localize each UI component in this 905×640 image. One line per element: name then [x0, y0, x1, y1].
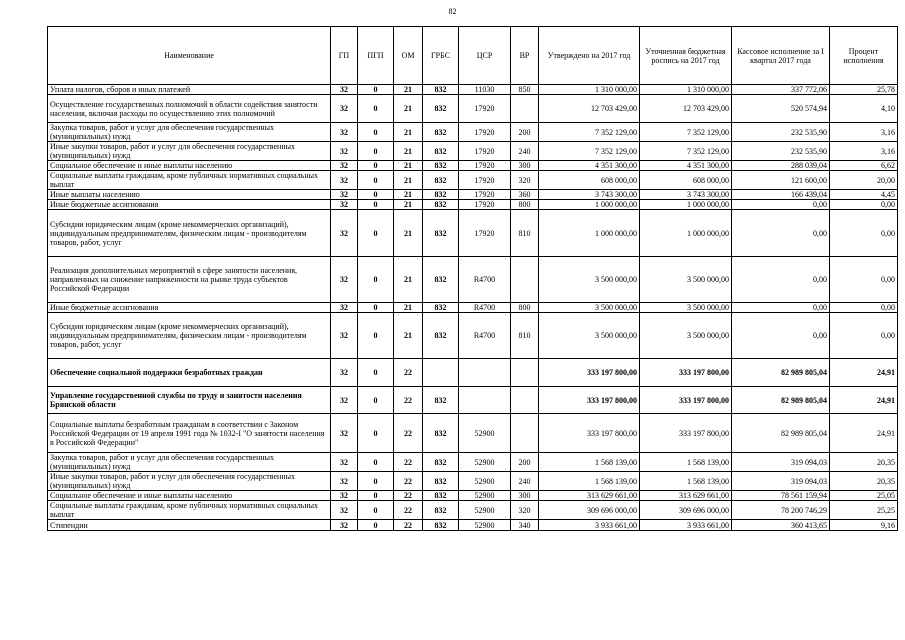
cell-approved: 3 933 661,00 — [539, 520, 640, 531]
cell-name: Обеспечение социальной поддержки безработных граждан — [48, 359, 331, 387]
cell-refined: 3 743 300,00 — [640, 190, 732, 200]
header-row — [48, 27, 898, 85]
cell-gp: 32 — [331, 161, 358, 171]
cell-vr — [511, 387, 539, 414]
cell-gp: 32 — [331, 501, 358, 520]
table-row — [48, 85, 898, 95]
cell-csr: 17920 — [459, 190, 511, 200]
cell-grbs: 832 — [423, 210, 459, 257]
cell-csr: 17920 — [459, 171, 511, 190]
cell-name: Закупка товаров, работ и услуг для обеспечения государственных (муниципальных) нужд — [48, 453, 331, 472]
cell-pgp: 0 — [358, 520, 394, 531]
cell-refined: 7 352 129,00 — [640, 142, 732, 161]
header-vr: ВР — [511, 27, 539, 85]
cell-vr: 810 — [511, 210, 539, 257]
cell-om: 21 — [394, 313, 423, 359]
cell-pgp: 0 — [358, 95, 394, 123]
cell-cash: 520 574,94 — [732, 95, 830, 123]
cell-om: 21 — [394, 85, 423, 95]
cell-grbs: 832 — [423, 95, 459, 123]
header-gp: ГП — [331, 27, 358, 85]
cell-cash: 166 439,04 — [732, 190, 830, 200]
cell-approved: 12 703 429,00 — [539, 95, 640, 123]
cell-pgp: 0 — [358, 142, 394, 161]
cell-pgp: 0 — [358, 387, 394, 414]
cell-name: Реализация дополнительных мероприятий в сфере занятости населения, направленных на снижение напряженности на рынке труда субъектов Российской Федерации — [48, 257, 331, 303]
cell-refined: 333 197 800,00 — [640, 359, 732, 387]
cell-cash: 0,00 — [732, 210, 830, 257]
cell-om: 22 — [394, 472, 423, 491]
cell-approved: 608 000,00 — [539, 171, 640, 190]
header-cash: Кассовое исполнение за I квартал 2017 года — [732, 27, 830, 85]
cell-pgp: 0 — [358, 123, 394, 142]
cell-percent: 6,62 — [830, 161, 898, 171]
cell-vr: 320 — [511, 171, 539, 190]
cell-pgp: 0 — [358, 210, 394, 257]
cell-gp: 32 — [331, 85, 358, 95]
cell-percent: 0,00 — [830, 313, 898, 359]
cell-cash: 337 772,06 — [732, 85, 830, 95]
header-grbs: ГРБС — [423, 27, 459, 85]
cell-name: Иные выплаты населению — [48, 190, 331, 200]
cell-percent: 0,00 — [830, 210, 898, 257]
cell-csr: 17920 — [459, 123, 511, 142]
cell-approved: 3 500 000,00 — [539, 303, 640, 313]
cell-om: 21 — [394, 200, 423, 210]
cell-gp: 32 — [331, 414, 358, 453]
cell-refined: 1 310 000,00 — [640, 85, 732, 95]
cell-gp: 32 — [331, 123, 358, 142]
cell-name: Уплата налогов, сборов и иных платежей — [48, 85, 331, 95]
cell-pgp: 0 — [358, 85, 394, 95]
table-row — [48, 387, 898, 414]
cell-name: Социальные выплаты безработным гражданам в соответствии с Законом Российской Федерации от 19 апреля 1991 года № 1032-I "О занятости населения в Российской Федерации" — [48, 414, 331, 453]
cell-name: Управление государственной службы по труду и занятости населения Брянской области — [48, 387, 331, 414]
table-row — [48, 472, 898, 491]
cell-gp: 32 — [331, 210, 358, 257]
cell-pgp: 0 — [358, 491, 394, 501]
cell-vr: 200 — [511, 453, 539, 472]
cell-percent: 24,91 — [830, 387, 898, 414]
table-row — [48, 257, 898, 303]
cell-vr: 240 — [511, 142, 539, 161]
cell-percent: 20,35 — [830, 453, 898, 472]
cell-percent: 25,25 — [830, 501, 898, 520]
cell-refined: 3 500 000,00 — [640, 257, 732, 303]
cell-gp: 32 — [331, 171, 358, 190]
cell-om: 21 — [394, 210, 423, 257]
cell-gp: 32 — [331, 190, 358, 200]
cell-name: Иные закупки товаров, работ и услуг для обеспечения государственных (муниципальных) нужд — [48, 472, 331, 491]
header-name: Наименование — [48, 27, 331, 85]
cell-pgp: 0 — [358, 200, 394, 210]
cell-csr — [459, 359, 511, 387]
cell-gp: 32 — [331, 359, 358, 387]
cell-om: 22 — [394, 501, 423, 520]
cell-csr: R4700 — [459, 313, 511, 359]
header-om: ОМ — [394, 27, 423, 85]
cell-om: 22 — [394, 414, 423, 453]
cell-refined: 4 351 300,00 — [640, 161, 732, 171]
table-row — [48, 501, 898, 520]
cell-gp: 32 — [331, 257, 358, 303]
cell-cash: 0,00 — [732, 200, 830, 210]
cell-cash: 78 561 159,94 — [732, 491, 830, 501]
cell-percent: 4,45 — [830, 190, 898, 200]
header-csr: ЦСР — [459, 27, 511, 85]
cell-gp: 32 — [331, 313, 358, 359]
cell-pgp: 0 — [358, 161, 394, 171]
header-approved: Утверждено на 2017 год — [539, 27, 640, 85]
cell-pgp: 0 — [358, 313, 394, 359]
cell-grbs: 832 — [423, 491, 459, 501]
table-row — [48, 142, 898, 161]
cell-cash: 78 200 746,29 — [732, 501, 830, 520]
table-row — [48, 123, 898, 142]
cell-pgp: 0 — [358, 453, 394, 472]
cell-approved: 333 197 800,00 — [539, 359, 640, 387]
cell-grbs: 832 — [423, 161, 459, 171]
cell-om: 21 — [394, 142, 423, 161]
cell-om: 22 — [394, 359, 423, 387]
cell-pgp: 0 — [358, 472, 394, 491]
cell-percent: 0,00 — [830, 200, 898, 210]
cell-refined: 3 500 000,00 — [640, 313, 732, 359]
cell-csr: 52900 — [459, 491, 511, 501]
cell-gp: 32 — [331, 95, 358, 123]
cell-vr: 200 — [511, 123, 539, 142]
cell-csr: 52900 — [459, 414, 511, 453]
header-percent: Процент исполнения — [830, 27, 898, 85]
cell-refined: 333 197 800,00 — [640, 414, 732, 453]
cell-grbs: 832 — [423, 472, 459, 491]
cell-cash: 288 039,04 — [732, 161, 830, 171]
cell-refined: 1 000 000,00 — [640, 200, 732, 210]
cell-approved: 313 629 661,00 — [539, 491, 640, 501]
cell-percent: 25,78 — [830, 85, 898, 95]
cell-approved: 4 351 300,00 — [539, 161, 640, 171]
cell-cash: 232 535,90 — [732, 123, 830, 142]
cell-refined: 3 933 661,00 — [640, 520, 732, 531]
header-pgp: ПГП — [358, 27, 394, 85]
cell-grbs: 832 — [423, 190, 459, 200]
cell-om: 22 — [394, 491, 423, 501]
cell-refined: 313 629 661,00 — [640, 491, 732, 501]
cell-vr: 240 — [511, 472, 539, 491]
cell-approved: 3 500 000,00 — [539, 313, 640, 359]
cell-csr: 17920 — [459, 142, 511, 161]
cell-csr: 52900 — [459, 520, 511, 531]
cell-percent: 24,91 — [830, 414, 898, 453]
cell-approved: 3 743 300,00 — [539, 190, 640, 200]
cell-pgp: 0 — [358, 501, 394, 520]
cell-approved: 333 197 800,00 — [539, 414, 640, 453]
cell-grbs: 832 — [423, 313, 459, 359]
cell-gp: 32 — [331, 520, 358, 531]
cell-om: 21 — [394, 303, 423, 313]
cell-om: 21 — [394, 95, 423, 123]
cell-refined: 333 197 800,00 — [640, 387, 732, 414]
cell-refined: 608 000,00 — [640, 171, 732, 190]
cell-percent: 20,35 — [830, 472, 898, 491]
cell-grbs: 832 — [423, 501, 459, 520]
cell-vr: 810 — [511, 313, 539, 359]
cell-om: 21 — [394, 161, 423, 171]
cell-grbs: 832 — [423, 142, 459, 161]
cell-percent: 24,91 — [830, 359, 898, 387]
cell-grbs: 832 — [423, 257, 459, 303]
cell-grbs: 832 — [423, 303, 459, 313]
cell-vr: 360 — [511, 190, 539, 200]
cell-percent: 25,05 — [830, 491, 898, 501]
cell-csr: 52900 — [459, 453, 511, 472]
cell-approved: 1 310 000,00 — [539, 85, 640, 95]
cell-percent: 3,16 — [830, 142, 898, 161]
cell-refined: 1 568 139,00 — [640, 453, 732, 472]
cell-om: 21 — [394, 257, 423, 303]
cell-pgp: 0 — [358, 190, 394, 200]
cell-pgp: 0 — [358, 359, 394, 387]
cell-cash: 0,00 — [732, 313, 830, 359]
cell-name: Субсидии юридическим лицам (кроме некоммерческих организаций), индивидуальным предпринимателям, физическим лицам - производителям товаров, работ, услуг — [48, 313, 331, 359]
table-row — [48, 491, 898, 501]
cell-name: Социальное обеспечение и иные выплаты населению — [48, 161, 331, 171]
cell-name: Иные бюджетные ассигнования — [48, 303, 331, 313]
cell-om: 22 — [394, 387, 423, 414]
cell-vr: 320 — [511, 501, 539, 520]
cell-cash: 82 989 805,04 — [732, 359, 830, 387]
cell-grbs: 832 — [423, 171, 459, 190]
cell-grbs: 832 — [423, 200, 459, 210]
cell-percent: 9,16 — [830, 520, 898, 531]
cell-grbs: 832 — [423, 85, 459, 95]
table-row — [48, 95, 898, 123]
cell-cash: 319 094,03 — [732, 453, 830, 472]
cell-approved: 309 696 000,00 — [539, 501, 640, 520]
cell-csr: R4700 — [459, 303, 511, 313]
cell-vr: 300 — [511, 491, 539, 501]
cell-om: 21 — [394, 123, 423, 142]
cell-name: Осуществление государственных полномочий в области содействия занятости населения, включая расходы по осуществлению этих полномочий — [48, 95, 331, 123]
cell-csr: 52900 — [459, 472, 511, 491]
table-row — [48, 303, 898, 313]
cell-name: Иные бюджетные ассигнования — [48, 200, 331, 210]
cell-cash: 82 989 805,04 — [732, 414, 830, 453]
cell-vr: 800 — [511, 200, 539, 210]
cell-percent: 4,10 — [830, 95, 898, 123]
cell-vr: 850 — [511, 85, 539, 95]
table-row — [48, 190, 898, 200]
cell-csr: 52900 — [459, 501, 511, 520]
cell-cash: 360 413,65 — [732, 520, 830, 531]
cell-grbs: 832 — [423, 453, 459, 472]
cell-cash: 0,00 — [732, 303, 830, 313]
cell-grbs: 832 — [423, 123, 459, 142]
cell-percent: 0,00 — [830, 303, 898, 313]
cell-vr: 800 — [511, 303, 539, 313]
table-row — [48, 161, 898, 171]
cell-csr: 11030 — [459, 85, 511, 95]
cell-name: Субсидии юридическим лицам (кроме некоммерческих организаций), индивидуальным предпринимателям, физическим лицам - производителям товаров, работ, услуг — [48, 210, 331, 257]
cell-approved: 1 000 000,00 — [539, 200, 640, 210]
cell-cash: 232 535,90 — [732, 142, 830, 161]
cell-name: Закупка товаров, работ и услуг для обеспечения государственных (муниципальных) нужд — [48, 123, 331, 142]
cell-approved: 7 352 129,00 — [539, 142, 640, 161]
cell-grbs: 832 — [423, 387, 459, 414]
table-row — [48, 313, 898, 359]
cell-pgp: 0 — [358, 257, 394, 303]
cell-refined: 1 000 000,00 — [640, 210, 732, 257]
cell-grbs: 832 — [423, 520, 459, 531]
cell-vr — [511, 95, 539, 123]
cell-refined: 7 352 129,00 — [640, 123, 732, 142]
cell-vr — [511, 257, 539, 303]
cell-gp: 32 — [331, 491, 358, 501]
cell-om: 21 — [394, 171, 423, 190]
cell-cash: 0,00 — [732, 257, 830, 303]
cell-percent: 3,16 — [830, 123, 898, 142]
table-row — [48, 210, 898, 257]
cell-percent: 20,00 — [830, 171, 898, 190]
cell-csr: 17920 — [459, 95, 511, 123]
cell-name: Стипендии — [48, 520, 331, 531]
table-row — [48, 359, 898, 387]
cell-csr: 17920 — [459, 200, 511, 210]
cell-approved: 7 352 129,00 — [539, 123, 640, 142]
cell-gp: 32 — [331, 472, 358, 491]
cell-csr: 17920 — [459, 161, 511, 171]
cell-om: 21 — [394, 190, 423, 200]
cell-name: Социальные выплаты гражданам, кроме публичных нормативных социальных выплат — [48, 501, 331, 520]
cell-cash: 121 600,00 — [732, 171, 830, 190]
cell-name: Социальные выплаты гражданам, кроме публичных нормативных социальных выплат — [48, 171, 331, 190]
cell-csr: 17920 — [459, 210, 511, 257]
cell-grbs — [423, 359, 459, 387]
cell-vr — [511, 414, 539, 453]
table-row — [48, 171, 898, 190]
table-row — [48, 414, 898, 453]
cell-gp: 32 — [331, 453, 358, 472]
cell-om: 22 — [394, 453, 423, 472]
page-number: 82 — [448, 7, 457, 16]
cell-gp: 32 — [331, 387, 358, 414]
cell-grbs: 832 — [423, 414, 459, 453]
table-row — [48, 520, 898, 531]
cell-refined: 1 568 139,00 — [640, 472, 732, 491]
cell-vr: 300 — [511, 161, 539, 171]
budget-table — [47, 26, 898, 531]
cell-vr — [511, 359, 539, 387]
cell-name: Иные закупки товаров, работ и услуг для обеспечения государственных (муниципальных) нужд — [48, 142, 331, 161]
cell-approved: 1 000 000,00 — [539, 210, 640, 257]
cell-approved: 1 568 139,00 — [539, 453, 640, 472]
cell-percent: 0,00 — [830, 257, 898, 303]
cell-gp: 32 — [331, 142, 358, 161]
cell-csr: R4700 — [459, 257, 511, 303]
cell-name: Социальное обеспечение и иные выплаты населению — [48, 491, 331, 501]
cell-approved: 3 500 000,00 — [539, 257, 640, 303]
cell-pgp: 0 — [358, 414, 394, 453]
cell-gp: 32 — [331, 200, 358, 210]
table-row — [48, 453, 898, 472]
cell-refined: 309 696 000,00 — [640, 501, 732, 520]
cell-vr: 340 — [511, 520, 539, 531]
cell-pgp: 0 — [358, 171, 394, 190]
cell-refined: 3 500 000,00 — [640, 303, 732, 313]
cell-csr — [459, 387, 511, 414]
cell-gp: 32 — [331, 303, 358, 313]
cell-pgp: 0 — [358, 303, 394, 313]
cell-approved: 1 568 139,00 — [539, 472, 640, 491]
cell-approved: 333 197 800,00 — [539, 387, 640, 414]
cell-refined: 12 703 429,00 — [640, 95, 732, 123]
table-row — [48, 200, 898, 210]
cell-om: 22 — [394, 520, 423, 531]
cell-cash: 82 989 805,04 — [732, 387, 830, 414]
cell-cash: 319 094,03 — [732, 472, 830, 491]
header-refined: Уточненная бюджетная роспись на 2017 год — [640, 27, 732, 85]
